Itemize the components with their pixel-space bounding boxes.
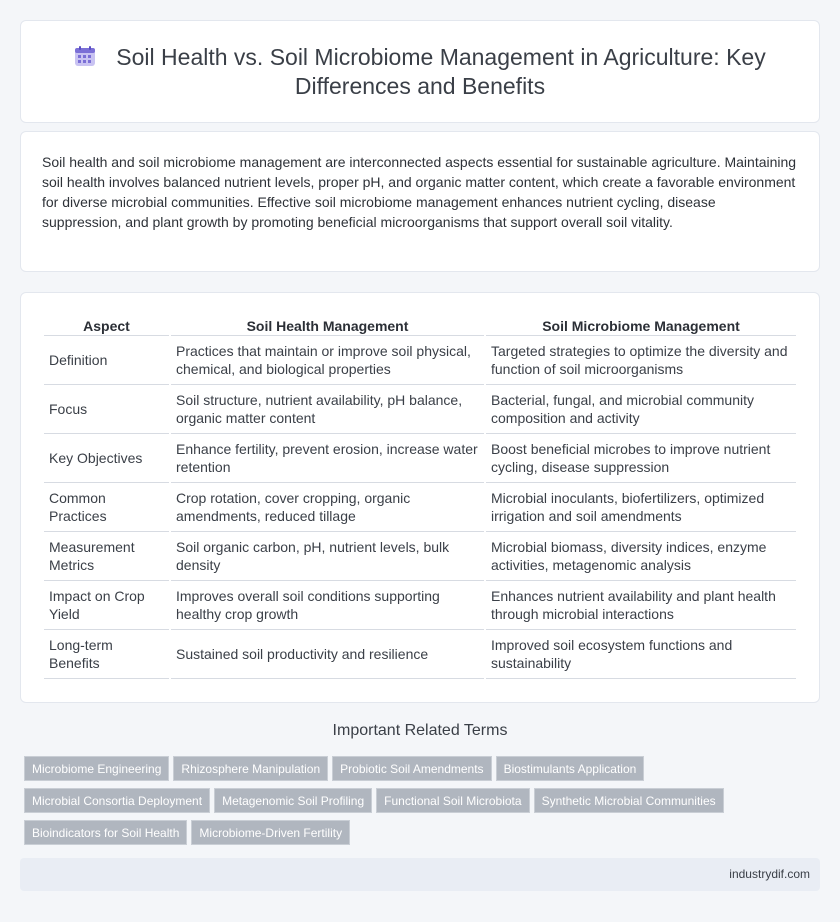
page-title — [51, 43, 789, 101]
header-soil-health: Soil Health Management — [171, 313, 484, 336]
row-soil-microbiome: Enhances nutrient availability and plant health through microbial interactions — [486, 581, 796, 630]
row-soil-health: Enhance fertility, prevent erosion, increase water retention — [171, 434, 484, 483]
related-term-tag[interactable]: Microbial Consortia Deployment — [24, 788, 210, 813]
row-soil-microbiome: Microbial inoculants, biofertilizers, optimized irrigation and soil amendments — [486, 483, 796, 532]
row-soil-health: Sustained soil productivity and resilience — [171, 630, 484, 679]
related-term-tag[interactable]: Bioindicators for Soil Health — [24, 820, 187, 845]
table-row — [44, 532, 796, 581]
tag-row — [24, 788, 824, 820]
related-terms-title: Important Related Terms — [332, 722, 508, 739]
table-header-row — [44, 313, 796, 336]
title-card — [20, 20, 820, 123]
tag-row — [24, 756, 824, 788]
row-soil-microbiome: Microbial biomass, diversity indices, enzyme activities, metagenomic analysis — [486, 532, 796, 581]
row-soil-microbiome: Improved soil ecosystem functions and sustainability — [486, 630, 796, 679]
comparison-table-card — [20, 292, 820, 703]
table-row — [44, 630, 796, 679]
header-soil-microbiome: Soil Microbiome Management — [486, 313, 796, 336]
table-row — [44, 434, 796, 483]
footer — [20, 858, 820, 891]
related-term-tag[interactable]: Probiotic Soil Amendments — [332, 756, 491, 781]
table-row — [44, 581, 796, 630]
comparison-table — [42, 313, 798, 679]
related-term-tag[interactable]: Microbiome-Driven Fertility — [191, 820, 350, 845]
footer-site[interactable]: industrydif.com — [729, 867, 810, 881]
calendar-icon — [74, 45, 96, 67]
row-soil-health: Soil structure, nutrient availability, pH balance, organic matter content — [171, 385, 484, 434]
table-row — [44, 483, 796, 532]
related-term-tag[interactable]: Synthetic Microbial Communities — [534, 788, 724, 813]
intro-paragraph: Soil health and soil microbiome management are interconnected aspects essential for sustainable agriculture. Maintaining soil health involves balanced nutrient levels, proper pH, and organic matter content, which create a favorable environment for diverse microbial communities. Effective soil microbiome management enhances nutrient cycling, disease suppression, and plant growth by promoting beneficial microorganisms that support overall soil vitality. — [42, 154, 797, 230]
row-soil-microbiome: Targeted strategies to optimize the diversity and function of soil microorganisms — [486, 336, 796, 385]
table-row — [44, 336, 796, 385]
intro-card — [20, 131, 820, 272]
row-aspect: Key Objectives — [44, 434, 169, 483]
row-soil-health: Soil organic carbon, pH, nutrient levels, bulk density — [171, 532, 484, 581]
table-row — [44, 385, 796, 434]
row-aspect: Focus — [44, 385, 169, 434]
row-soil-health: Improves overall soil conditions supporting healthy crop growth — [171, 581, 484, 630]
header-aspect: Aspect — [44, 313, 169, 336]
row-aspect: Long-term Benefits — [44, 630, 169, 679]
row-aspect: Measurement Metrics — [44, 532, 169, 581]
related-term-tag[interactable]: Metagenomic Soil Profiling — [214, 788, 372, 813]
row-soil-health: Practices that maintain or improve soil physical, chemical, and biological properties — [171, 336, 484, 385]
tag-row — [24, 820, 824, 852]
related-terms-tags — [24, 756, 824, 852]
related-term-tag[interactable]: Rhizosphere Manipulation — [173, 756, 328, 781]
row-soil-health: Crop rotation, cover cropping, organic amendments, reduced tillage — [171, 483, 484, 532]
related-term-tag[interactable]: Functional Soil Microbiota — [376, 788, 529, 813]
row-aspect: Impact on Crop Yield — [44, 581, 169, 630]
row-soil-microbiome: Boost beneficial microbes to improve nutrient cycling, disease suppression — [486, 434, 796, 483]
row-aspect: Common Practices — [44, 483, 169, 532]
related-term-tag[interactable]: Microbiome Engineering — [24, 756, 169, 781]
page-title-text: Soil Health vs. Soil Microbiome Management in Agriculture: Key Differences and Benefits — [116, 44, 766, 99]
row-aspect: Definition — [44, 336, 169, 385]
related-term-tag[interactable]: Biostimulants Application — [496, 756, 645, 781]
row-soil-microbiome: Bacterial, fungal, and microbial community composition and activity — [486, 385, 796, 434]
